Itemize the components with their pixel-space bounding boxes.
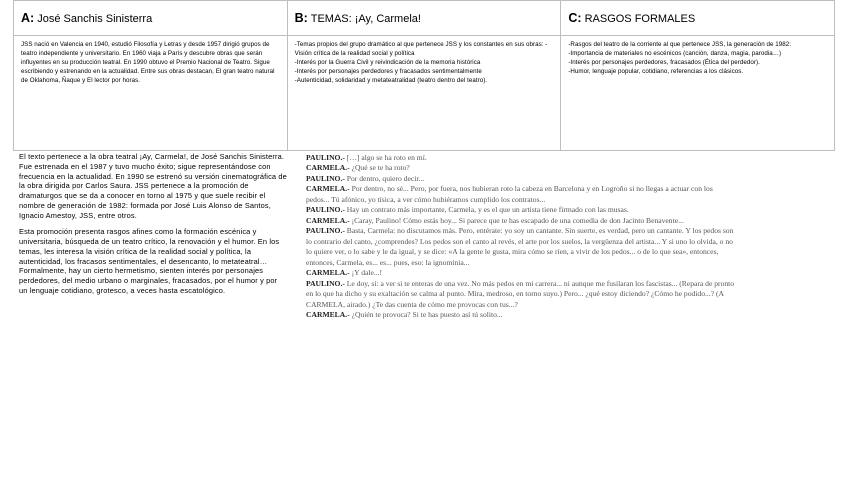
speech: […] algo se ha roto en mí.: [344, 153, 427, 162]
dialogue-line: [306, 184, 736, 205]
commentary-paragraph: El texto pertenece a la obra teatral ¡Ay, Carmela!, de José Sanchis Sinisterra. Fue estrenada en el 1987 y tuvo mucho éxito; sigue representándose con frecuencia en la actualidad. En 1990 se estrenó su versión cinematográfica de la obra dirigida por Carlos Saura. JSS pertenece a la promoción de dramaturgos que se da a conocer en torno al 1975 y que suele recibir el nombre de generación de 1982: formada por José Luis Alonso de Santos, Ignacio Amestoy, JSS, entre otros.: [19, 152, 287, 220]
dialogue-line: [306, 226, 736, 268]
dialogue-line: [306, 163, 736, 173]
dialogue-line: [306, 205, 736, 215]
header-c: [561, 1, 835, 36]
cell-b-line: -Autenticidad, solidaridad y metateatralidad (teatro dentro del teatro).: [294, 76, 488, 84]
dialogue-line: [306, 153, 736, 163]
speaker: PAULINO.-: [306, 226, 345, 236]
cell-c-body: [561, 36, 835, 151]
cell-c-line: -Importancia de materiales no escénicos (canción, danza, magia, parodia…): [568, 49, 782, 57]
commentary-text: [19, 152, 287, 303]
cell-b-line: -Interés por personajes perdedores y fracasados sentimentalmente: [294, 67, 482, 75]
dialogue-line: [306, 174, 736, 184]
header-c-letter: C:: [568, 11, 582, 25]
speaker: PAULINO.-: [306, 173, 345, 183]
speaker: CARMELA.-: [306, 215, 350, 225]
header-b-title: TEMAS: ¡Ay, Carmela!: [310, 13, 421, 25]
dialogue-line: [306, 216, 736, 226]
cell-b-line: -Interés por la Guerra Civil y reivindicación de la memoria histórica: [294, 58, 481, 66]
speech: Por dentro, quiero decir...: [344, 173, 425, 183]
header-c-title: RASGOS FORMALES: [584, 13, 696, 25]
speech: Hay un contrato más importante, Carmela, y es el que un artista tiene firmado con las musas.: [344, 205, 629, 215]
speaker: CARMELA.-: [306, 163, 350, 173]
header-a: [14, 1, 288, 36]
cell-c-line: -Humor, lenguaje popular, cotidiano, referencias a los clásicos.: [568, 67, 744, 75]
speech: Le doy, sí: a ver si te enteras de una vez. No más pedos en mi carrera... ni aunque me fusilaran los fascistas... (Repara de pronto en lo que ha dicho y su exaltación se calma al punto. Mira, medroso, en torno suyo.) Pero... ¿qué estoy diciendo? ¿Cómo he podido...? (A CARMELA, airado.) ¿Te das cuenta de cómo me provocas con tus...?: [306, 278, 735, 309]
speaker: CARMELA.-: [306, 268, 350, 278]
speaker: PAULINO.-: [306, 153, 345, 162]
speech: ¡Y dale...!: [349, 268, 383, 278]
header-b-letter: B:: [294, 11, 308, 25]
speaker: PAULINO.-: [306, 205, 345, 215]
header-a-letter: A:: [21, 11, 35, 25]
play-excerpt: [306, 153, 736, 321]
info-table: [13, 0, 835, 151]
header-b: [287, 1, 561, 36]
speech: ¿Quién te provoca? Si te has puesto así tú solito...: [349, 310, 503, 320]
cell-a-body: [14, 36, 288, 151]
cell-c-line: -Interés por personajes perdedores, fracasados (Ética del perdedor).: [568, 58, 760, 66]
commentary-paragraph: Esta promoción presenta rasgos afines como la formación escénica y universitaria, búsqueda de un teatro crítico, la renovación y el humor. En los temas, les interesa la visión crítica de la realidad social y política, la autenticidad, los fracasos sentimentales, el desencanto, lo metateatral… Formalmente, hay un cierto hermetismo, sienten interés por personajes perdedores, del medio urbano o marginales, fracasados, por el humor y por un lenguaje cotidiano, grotesco, a veces hasta escatológico.: [19, 227, 280, 295]
cell-b-body: [287, 36, 561, 151]
speech: ¿Qué se te ha roto?: [349, 163, 410, 173]
cell-a-text: JSS nació en Valencia en 1940, estudió Filosofía y Letras y desde 1957 dirigió grupos de teatro independiente y universitario. En 1960 viaja a París y descubre obras que serán influyentes en su producción teatral. En 1990 obtuvo el Premio Nacional de Teatro. Sigue escribiendo y estrenando en la actualidad. Entre sus obras destacan, El gran teatro natural de Oklahoma, Ñaque y El lector por horas.: [21, 41, 275, 84]
dialogue-line: [306, 279, 736, 310]
speech: Por dentro, no sé... Pero, por fuera, nos hubieran roto la cabeza en Barcelona y en Logroño si no llegas a actuar con los pedos... Tú afónico, yo tísica, a ver cómo hubiéramos cumplido los contratos...: [306, 184, 713, 204]
speaker: PAULINO.-: [306, 278, 345, 288]
speech: Basta, Carmela: no discutamos más. Pero, entérate: yo soy un cantante. Sin suerte, es verdad, pero un cantante. Y los pedos son lo contrario del canto, ¿comprendes? Los pedos son el canto al revés, el arte por los suelos, la vergüenza del artista... Y si uno lo olvida, o no lo quiere ver, o lo sabe y le da igual, y se dice: «A la gente le gusta, mira cómo se ríen, a vivir de los pedos... o de lo que sea», entonces, entonces, Carmela, es... es... pues, eso: la ignominia...: [306, 226, 734, 267]
speaker: CARMELA.-: [306, 184, 350, 194]
dialogue-line: [306, 310, 736, 320]
dialogue-line: [306, 268, 736, 278]
speech: ¡Caray, Paulino! Cómo estás hoy... Si parece que te has escapado de una comedia de don Jacinto Benavente...: [349, 215, 684, 225]
cell-b-line: -Temas propios del grupo dramático al que pertenece JSS y los constantes en sus obras: -Visión crítica de la realidad social y política: [294, 41, 548, 57]
cell-c-line: -Rasgos del teatro de la corriente al que pertenece JSS, la generación de 1982:: [568, 41, 792, 48]
header-a-title: José Sanchis Sinisterra: [37, 13, 153, 25]
speaker: CARMELA.-: [306, 310, 350, 320]
